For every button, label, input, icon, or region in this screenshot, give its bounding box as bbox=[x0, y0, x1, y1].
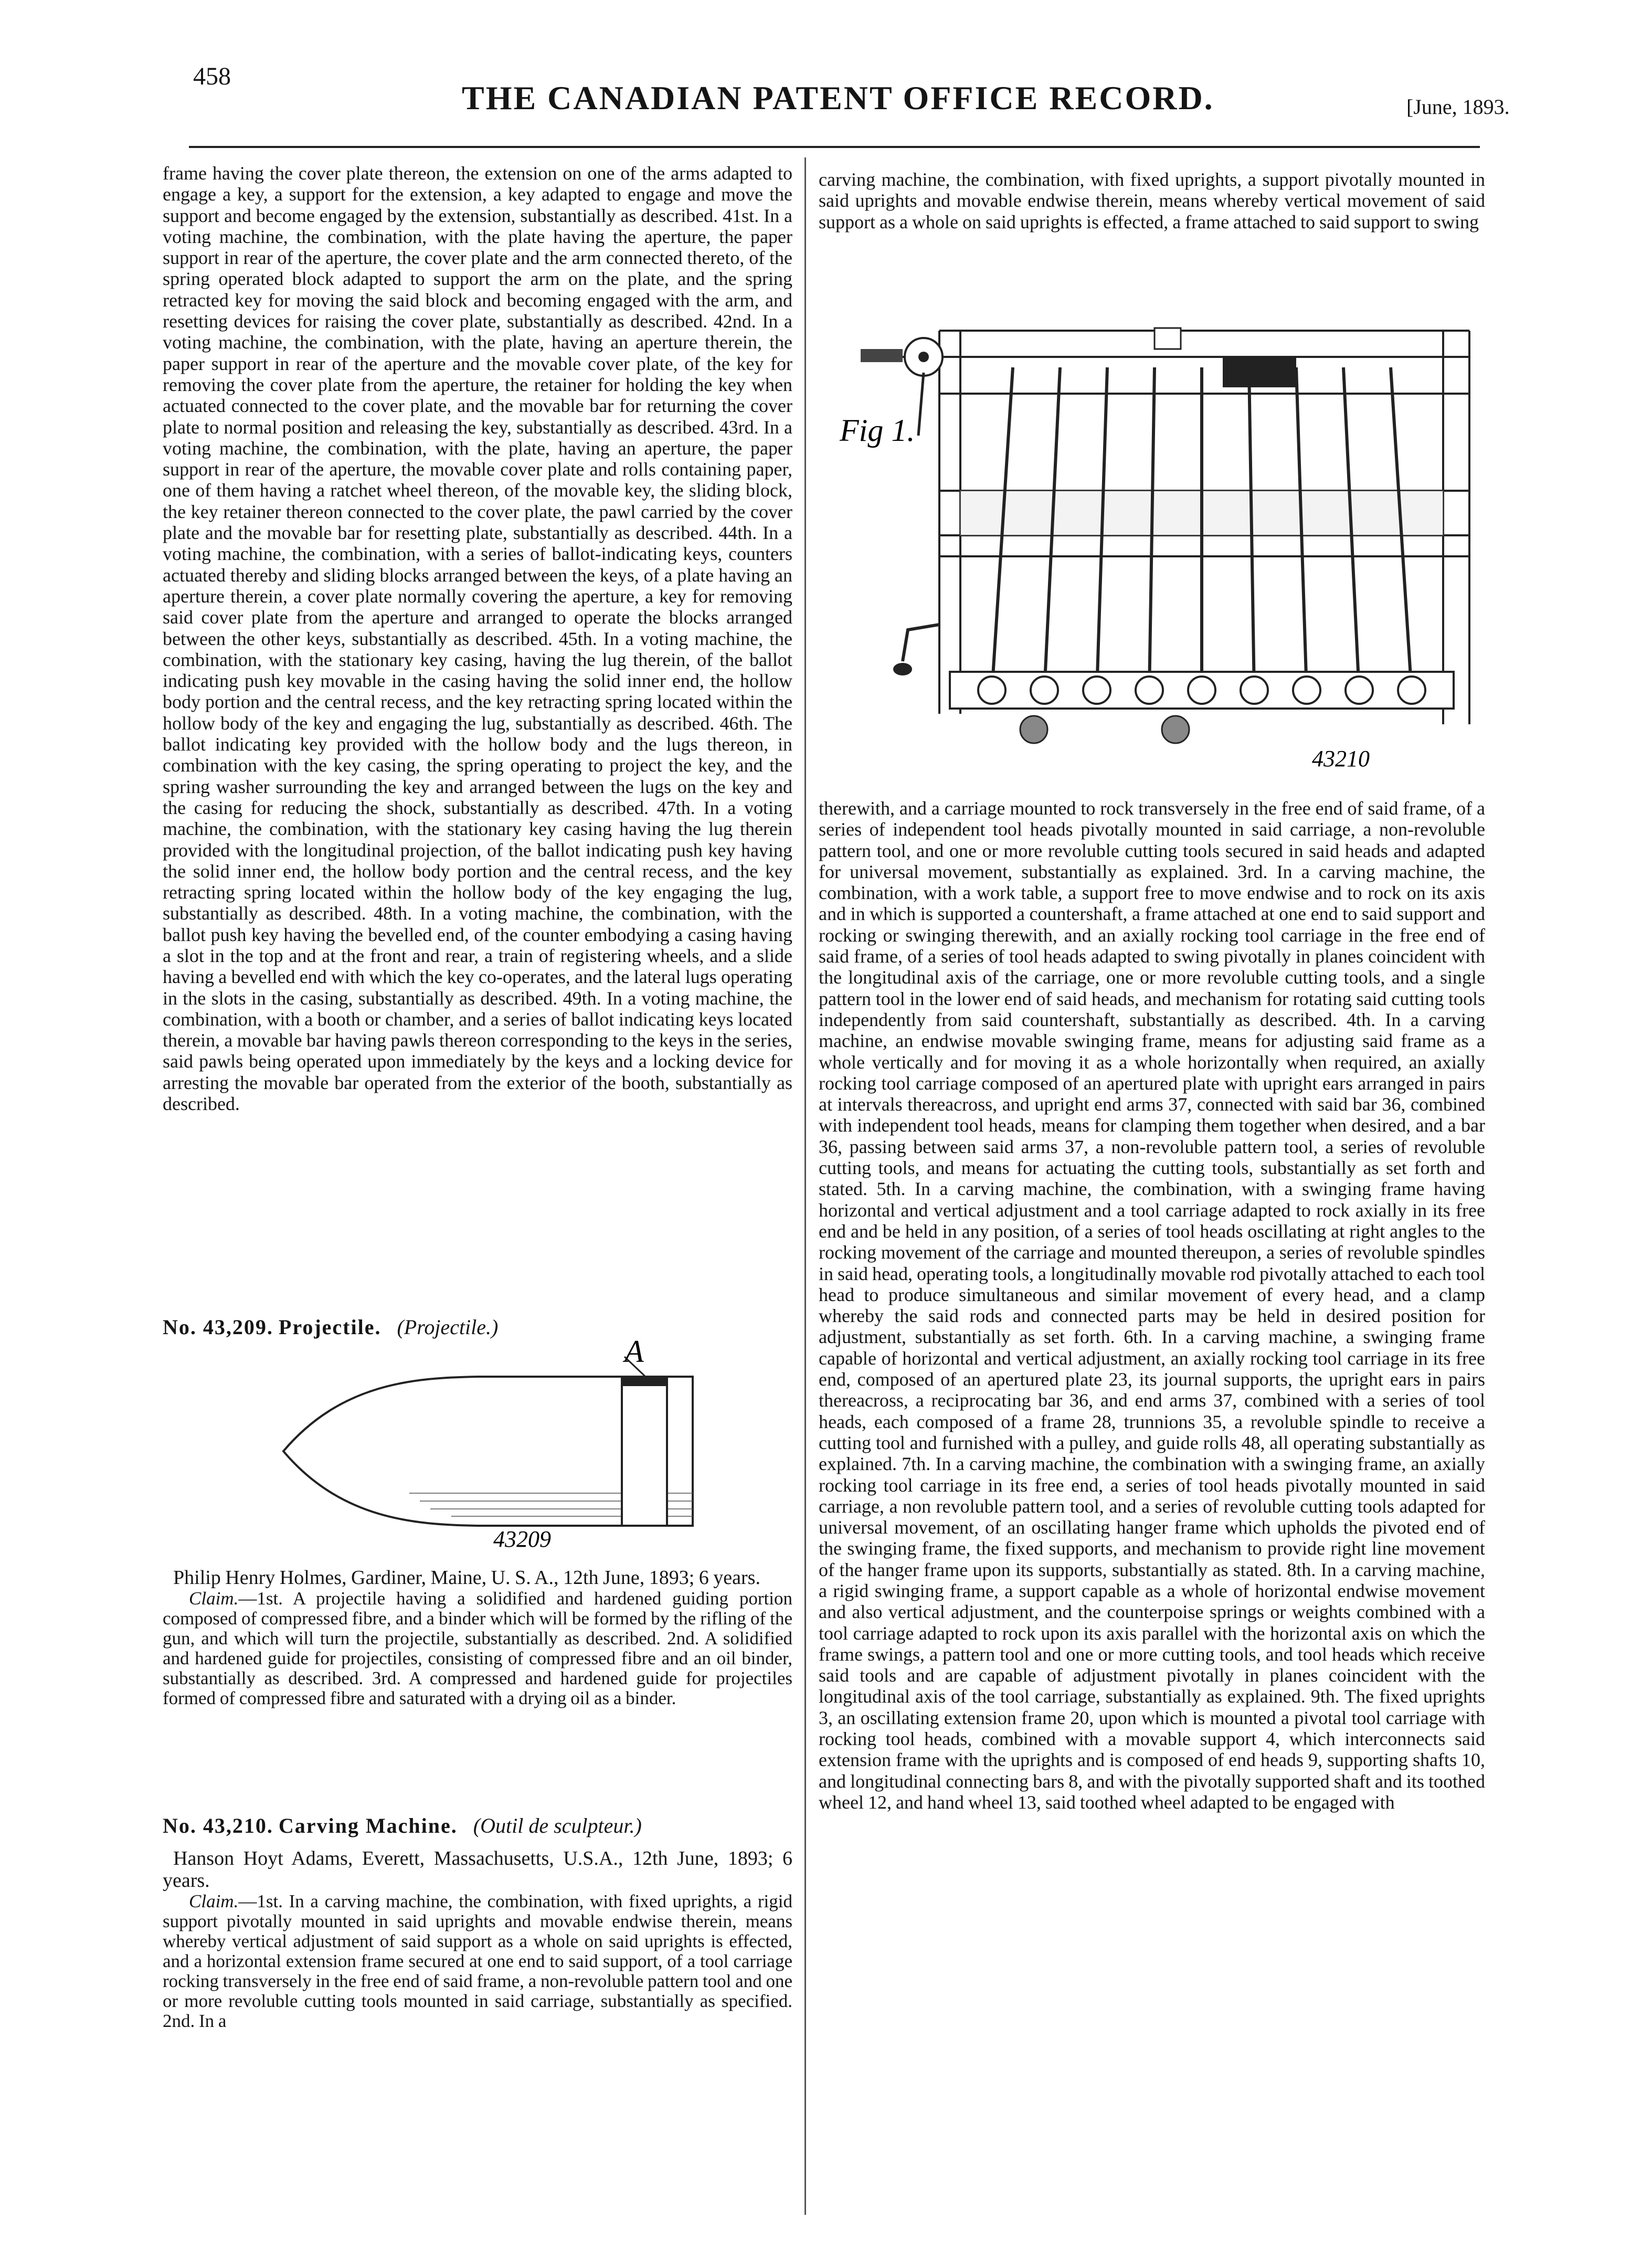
figure-label-fig1: Fig 1. bbox=[840, 413, 915, 448]
patent-43209-french: (Projectile.) bbox=[397, 1315, 499, 1339]
right-column-top bbox=[819, 169, 1485, 233]
patent-43210-details bbox=[163, 1847, 792, 2031]
cutting-heads bbox=[978, 677, 1425, 704]
right-column-bottom bbox=[819, 798, 1485, 2183]
patent-43209-details bbox=[163, 1567, 792, 1708]
column-divider bbox=[804, 157, 806, 2215]
patent-43210-name: Carving Machine. bbox=[278, 1814, 458, 1837]
patent-43210-claim-continued: therewith, and a carriage mounted to rock transversely in the free end of said frame, of a series of independent tool heads pivotally mounted in said carriage, a non-revoluble pattern tool, and one or more revoluble cutting tools secured in said heads and adapted for universal movement, substantially as explained. 3rd. In a carving machine, the combination, with a work table, a support free to move endwise and to rock on its axis and in which is supported a countershaft, a frame attached at one end to said support and rocking or swinging therewith, and an axially rocking tool carriage in the free end of said frame, of a series of tool heads adapted to swing pivotally in planes coincident with the longitudinal axis of the carriage, one or more revoluble cutting tools, and a single pattern tool in the lower end of said heads, and mechanism for rotating said cutting tools independently from said countershaft, substantially as described. 4th. In a carving machine, an endwise movable swinging frame, means for adjusting said frame as a whole vertically and for moving it as a whole horizontally when required, an axially rocking tool carriage composed of an apertured plate with upright ears arranged in pairs at intervals thereacross, and upright end arms 37, connected with said bar 36, combined with independent tool heads, means for clamping them together when desired, and a bar 36, passing between said arms 37, a non-revoluble pattern tool, a series of revoluble cutting tools, and means for actuating the cutting tools, substantially as set forth and stated. 5th. In a carving machine, the combination, with a swinging frame having horizontal and vertical adjustment and a tool carriage adapted to rock axially in its free end and be held in any position, of a series of tool heads oscillating at right angles to the rocking movement of the carriage and mounted thereupon, a series of revoluble spindles in said head, operating tools, a longitudinally movable rod pivotally attached to each tool head to produce simultaneous and similar movement of every head, and a clamp whereby the said rods and connected parts may be held in desired position for adjustment, substantially as set forth. 6th. In a carving machine, a swinging frame capable of horizontal and vertical adjustment, an axially rocking tool carriage in its free end, composed of an apertured plate 23, its journal supports, the upright ears in pairs thereacross, a reciprocating bar 36, and end arms 37, combined with a series of tool heads, each composed of a frame 28, trunnions 35, a revoluble spindle to receive a cutting tool and furnished with a pulley, and guide rolls 48, all operating substantially as explained. 7th. In a carving machine, the combination with a swinging frame, an axially rocking tool carriage in its free end, a series of tool heads pivotally mounted in said carriage, a non revoluble pattern tool, and a series of revoluble cutting tools adapted for universal movement, of an oscillating hanger frame which upholds the pivoted end of the swinging frame, the fixed supports, and mechanism to provide right line movement of the hanger frame upon its supports, substantially as stated. 8th. In a carving machine, a rigid swinging frame, a support capable as a whole of horizontal endwise movement and also vertical adjustment, and the counterpoise springs or weights combined with a tool carriage adapted to rock upon its axis parallel with the horizontal axis on which the frame swings, a pattern tool and one or more cutting tools, and tool heads which receive said tools and are capable of adjustment pivotally in planes coincident with the longitudinal axis of the tool carriage, substantially as explained. 9th. The fixed uprights 3, an oscillating extension frame 20, upon which is mounted a pivotal tool carriage with rocking tool heads, combined with a movable support 4, which interconnects said extension frame with the uprights and is composed of end heads 9, supporting shafts 10, and longitudinal connecting bars 8, and with the pivotally supported shaft and its toothed wheel 12, and hand wheel 13, said toothed wheel adapted to be engaged with bbox=[819, 798, 1485, 1813]
patent-43209-claim-label: Claim. bbox=[189, 1588, 239, 1609]
issue-date: [June, 1893. bbox=[1406, 95, 1510, 119]
figure-label-a: A bbox=[624, 1334, 644, 1369]
page-number: 458 bbox=[193, 62, 231, 90]
carriage-block bbox=[1223, 357, 1296, 387]
projectile-figure bbox=[278, 1334, 750, 1552]
patent-43209-claim-text: —1st. A projectile having a solidified and hardened guiding portion composed of compressed fibre, and a binder which will be formed by the rifling of the gun, and which will turn the projectile, substantially as described. 2nd. A solidified and hardened guide for projectiles, consisting of compressed fibre and an oil binder, substantially as described. 3rd. A compressed and hardened guide for projectiles formed of compressed fibre and saturated with a drying oil as a binder. bbox=[163, 1588, 792, 1708]
patent-43209-claim bbox=[163, 1589, 792, 1708]
patent-43210-number: No. 43,210. bbox=[163, 1814, 273, 1837]
left-column bbox=[163, 163, 792, 1302]
patent-43210-heading bbox=[163, 1813, 792, 1838]
patent-43210-claim bbox=[163, 1892, 792, 2031]
continuation-claims: frame having the cover plate thereon, the extension on one of the arms adapted to engage a key, a support for the extension, a key adapted to engage and move the support and become engaged by the extension, substantially as described. 41st. In a voting machine, the combination, with the plate having the aperture, the paper support in rear of the aperture, the cover plate and the arm connected thereto, of the spring operated block adapted to support the arm on the plate, and the spring retracted key for moving the said block and becoming engaged with the arm, and resetting devices for raising the cover plate, substantially as described. 42nd. In a voting machine, the combination, with the plate, having an aperture therein, the paper support in rear of the aperture and the movable cover plate, of the key for removing the cover plate from the aperture, the retainer for holding the key when actuated connected to the cover plate, and the movable bar for returning the cover plate to normal position and releasing the key, substantially as described. 43rd. In a voting machine, the combination, with the plate, having an aperture, the paper support in rear of the aperture, the movable cover plate and rolls containing paper, one of them having a ratchet wheel thereon, of the movable key, the sliding block, the key retainer thereon connected to the cover plate, the pawl carried by the cover plate and the movable bar for resetting plate, substantially as described. 44th. In a voting machine, the combination, with a series of ballot-indicating keys, counters actuated thereby and sliding blocks arranged between the keys, of a plate having an aperture therein, a cover plate normally covering the aperture, a key for removing said cover plate from the aperture and arranged to operate the blocks arranged between the other keys, substantially as described. 45th. In a voting machine, the combination, with the stationary key casing, having the lug therein, of the ballot indicating push key movable in the casing having the solid inner end, the hollow body portion and the central recess, and the key retracting spring located within the hollow body of the key and engaging the lug, substantially as described. 46th. The ballot indicating key provided with the hollow body and the lugs thereon, in combination with the key casing, the spring operating to project the key, and the spring washer surrounding the key and arranged between the lugs on the key and the casing for reducing the shock, substantially as described. 47th. In a voting machine, the combination, with the stationary key casing having the lug therein provided with the longitudinal projection, of the ballot indicating push key having the solid inner end, the hollow body portion and the central recess, and the key retracting spring located within the hollow body of the key engaging the lug, substantially as described. 48th. In a voting machine, the combination, with the ballot push key having the bevelled end, of the counter embodying a casing having a slot in the top and at the front and rear, a train of registering wheels, and a slide having a bevelled end with which the key co-operates, and the lateral lugs operating in the slots in the casing, substantially as described. 49th. In a voting machine, the combination, with a booth or chamber, and a series of ballot indicating keys located therein, a movable bar having pawls thereon corresponding to the keys in the series, said pawls being operated upon immediately by the keys and a locking device for arresting the movable bar operated from the exterior of the booth, substantially as described. bbox=[163, 163, 792, 1115]
patent-43210-claim-continued-top: carving machine, the combination, with fixed uprights, a support pivotally mounted in said uprights and movable endwise therein, means whereby vertical movement of said support as a whole on said uprights is effected, a frame attached to said support to swing bbox=[819, 169, 1485, 233]
guide-band bbox=[622, 1377, 667, 1526]
figure-number-43209: 43209 bbox=[493, 1526, 551, 1552]
page-title: THE CANADIAN PATENT OFFICE RECORD. bbox=[462, 79, 1214, 117]
patent-43210-claim-text: —1st. In a carving machine, the combination, with fixed uprights, a rigid support pivotally mounted in said uprights and movable endwise therein, means whereby vertical adjustment of said support as a whole on said uprights is effected, and a horizontal extension frame secured at one end to said support, of a tool carriage rocking transversely in the free end of said frame, a non-revoluble pattern tool and one or more revoluble cutting tools mounted in said carriage, substantially as specified. 2nd. In a bbox=[163, 1891, 792, 2031]
patent-43210-inventor: Hanson Hoyt Adams, Everett, Massachusetts, U.S.A., 12th June, 1893; 6 years. bbox=[163, 1847, 792, 1892]
patent-43209-name: Projectile. bbox=[278, 1315, 382, 1339]
carving-machine-figure bbox=[840, 283, 1480, 777]
patent-43209-number: No. 43,209. bbox=[163, 1315, 273, 1339]
header-rule bbox=[189, 146, 1480, 148]
patent-43210-claim-label: Claim. bbox=[189, 1891, 239, 1911]
patent-43209-inventor: Philip Henry Holmes, Gardiner, Maine, U. S. A., 12th June, 1893; 6 years. bbox=[173, 1567, 760, 1589]
figure-number-43210: 43210 bbox=[1312, 746, 1370, 772]
patent-43210-french: (Outil de sculpteur.) bbox=[473, 1814, 642, 1837]
patent-43209-heading bbox=[163, 1315, 792, 1339]
